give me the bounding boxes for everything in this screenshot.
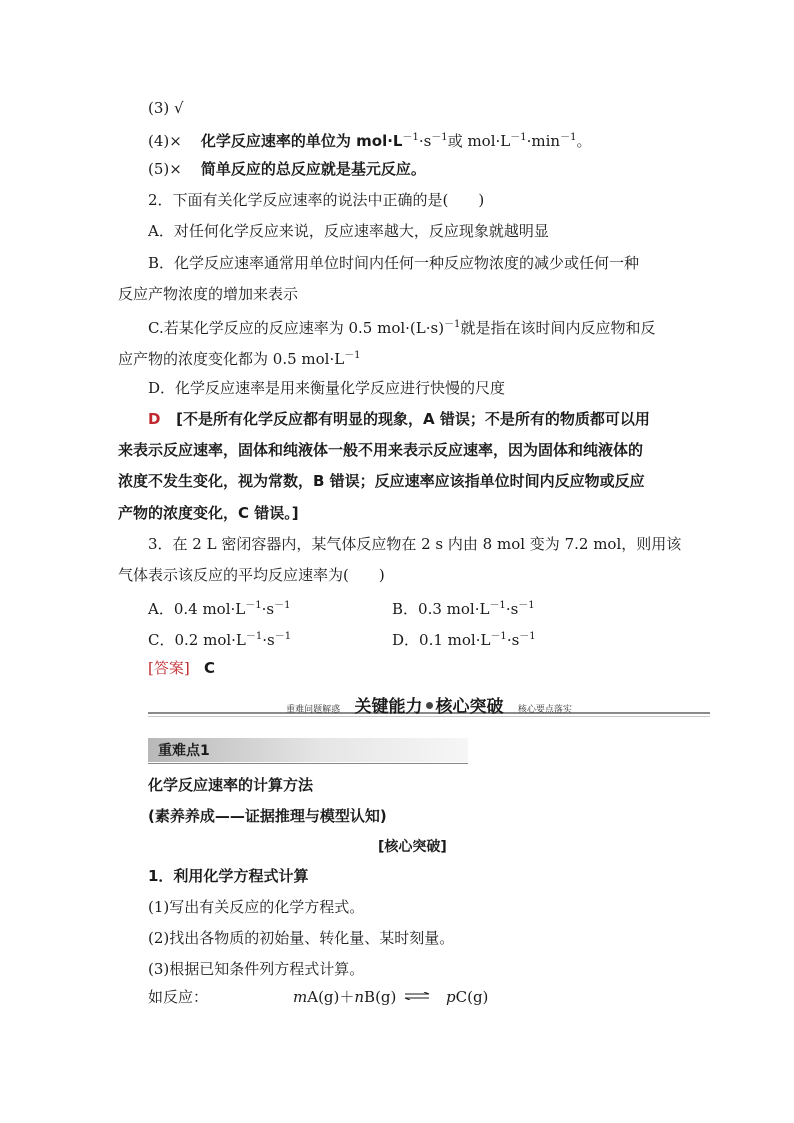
explanation-2-line2: 来表示反应速率，固体和纯液体一般不用来表示反应速率，因为固体和纯液体的 <box>118 441 644 459</box>
option-2c-line2: 应产物的浓度变化都为 0.5 $mol\cdot L^{-1}$ <box>118 350 361 368</box>
question-3-line2: 气体表示该反应的平均反应速率为( ) <box>118 566 385 584</box>
answer-letter: D <box>148 410 161 428</box>
section-banner <box>148 690 710 716</box>
difficulty-tag-label: 重难点1 <box>158 743 210 759</box>
difficulty-tag <box>148 738 468 762</box>
explanation-2-line3: 浓度不发生变化，视为常数，B 错误；反应速率应该指单位时间内反应物或反应 <box>118 472 645 490</box>
question-2: 2．下面有关化学反应速率的说法中正确的是( ) <box>148 191 485 209</box>
answer-3-line: [答案] C <box>148 659 216 677</box>
bullet-icon <box>426 702 433 709</box>
option-2c-line1: C.若某化学反应的反应速率为 0.5 $mol\cdot(L\cdot s)^{-1}$就是指在该时间内反应物和反 <box>148 319 656 337</box>
answer-3: (3) √ <box>148 99 184 117</box>
banner-left-caption: 重难问题解惑 <box>286 705 341 715</box>
explanation-2-line4: 产物的浓度变化，C 错误。] <box>118 504 299 522</box>
banner-title-a: 关键能力 <box>354 697 423 717</box>
method-1-title: 1．利用化学方程式计算 <box>148 867 309 885</box>
option-3b: B．0.3 $mol\cdot L^{-1}\cdot s^{-1}$ <box>392 600 535 618</box>
section-title: 化学反应速率的计算方法 <box>148 776 314 794</box>
option-2a: A．对任何化学反应来说，反应速率越大，反应现象就越明显 <box>148 222 549 240</box>
option-3d: D．0.1 $mol\cdot L^{-1}\cdot s^{-1}$ <box>392 631 536 649</box>
section-subtitle: (素养养成——证据推理与模型认知) <box>148 807 387 825</box>
banner-title-b: 核心突破 <box>435 697 504 717</box>
banner-right-caption: 核心要点落实 <box>517 705 572 715</box>
answer-4: (4)× 化学反应速率的单位为 $mol\cdot L^{-1}\cdot s^{-1}$或 $mol\cdot L^{-1}\cdot\min^{-1}$。 <box>148 132 592 150</box>
method-1-step1: (1)写出有关反应的化学方程式。 <box>148 898 365 916</box>
option-3c: C．0.2 $mol\cdot L^{-1}\cdot s^{-1}$ <box>148 631 292 649</box>
method-1-step2: (2)找出各物质的初始量、转化量、某时刻量。 <box>148 929 455 947</box>
question-3-line1: 3．在 2 L 密闭容器内，某气体反应物在 2 s 内由 8 mol 变为 7.2 mol，则用该 <box>148 535 682 553</box>
equilibrium-arrow-icon <box>404 992 430 1000</box>
method-1-step3: (3)根据已知条件列方程式计算。 <box>148 960 365 978</box>
option-2b-line2: 反应产物浓度的增加来表示 <box>118 285 299 303</box>
reaction-equation: mA(g)＋nB(g) <box>293 988 397 1006</box>
reaction-product: pC(g) <box>446 988 489 1006</box>
example-label: 如反应： <box>148 988 209 1006</box>
option-2b-line1: B．化学反应速率通常用单位时间内任何一种反应物浓度的减少或任何一种 <box>148 254 640 272</box>
explanation-2-line1: D [不是所有化学反应都有明显的现象，A 错误；不是所有的物质都可以用 <box>148 410 650 428</box>
core-breakthrough-label: [核心突破] <box>378 839 447 855</box>
option-2d: D．化学反应速率是用来衡量化学反应进行快慢的尺度 <box>148 379 506 397</box>
option-3a: A．0.4 $mol\cdot L^{-1}\cdot s^{-1}$ <box>148 600 291 618</box>
answer-label: [答案] <box>148 659 190 677</box>
answer-5: (5)× 简单反应的总反应就是基元反应。 <box>148 160 426 178</box>
